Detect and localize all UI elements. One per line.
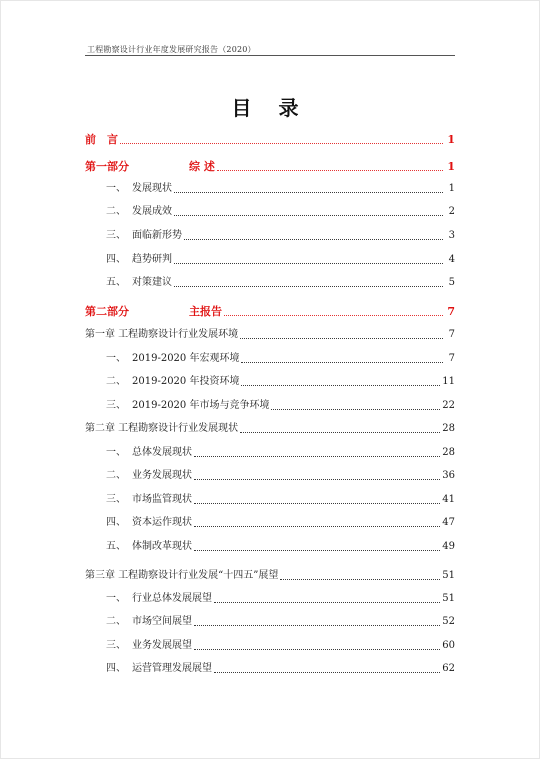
toc-entry-label: 第一部分 [85, 160, 129, 173]
toc-page-number: 2 [448, 206, 455, 217]
leader-dots [194, 625, 440, 626]
toc-page-number: 1 [447, 133, 455, 146]
toc-page-number: 1 [448, 183, 455, 194]
toc-entry[interactable] [106, 352, 455, 366]
toc-entry-label: 2019-2020 年投资环境 [132, 376, 240, 387]
leader-dots [194, 456, 440, 457]
toc-entry-number: 三、 [106, 400, 126, 411]
toc-page-number: 28 [442, 423, 455, 434]
leader-dots [280, 579, 440, 580]
toc-page-number: 7 [447, 305, 455, 318]
toc-page-number: 51 [442, 593, 455, 604]
toc-entry-number: 四、 [106, 254, 126, 265]
toc-entry-number: 一、 [106, 353, 126, 364]
leader-dots [194, 550, 440, 551]
leader-dots [241, 362, 443, 363]
toc-entry-number: 四、 [106, 663, 126, 674]
leader-dots [214, 602, 440, 603]
toc-entry[interactable] [106, 493, 455, 507]
toc-entry-label: 第二部分 [85, 305, 129, 318]
leader-dots [271, 409, 440, 410]
leader-dots [120, 143, 443, 144]
toc-entry-label: 2019-2020 年市场与竞争环境 [132, 400, 270, 411]
toc-entry-label: 业务发展现状 [132, 470, 192, 481]
toc-page-number: 5 [448, 277, 455, 288]
toc-entry-part2[interactable] [85, 305, 455, 319]
toc-entry-preface[interactable] [85, 133, 455, 147]
toc-chapter[interactable] [85, 569, 455, 583]
toc-entry[interactable] [106, 615, 455, 629]
toc-entry-number: 二、 [106, 470, 126, 481]
toc-entry-label: 趋势研判 [132, 254, 172, 265]
toc-page-number: 41 [442, 494, 455, 505]
leader-dots [241, 385, 440, 386]
toc-page-number: 36 [442, 470, 455, 481]
toc-page-number: 7 [448, 329, 455, 340]
toc-entry[interactable] [106, 253, 455, 267]
toc-chapter[interactable] [85, 422, 455, 436]
leader-dots [184, 239, 443, 240]
toc-entry[interactable] [106, 276, 455, 290]
leader-dots [194, 503, 440, 504]
toc-page-number: 7 [448, 353, 455, 364]
toc-title: 目 录 [231, 96, 309, 120]
toc-page-number: 3 [448, 230, 455, 241]
toc-entry-label: 第一章 工程勘察设计行业发展环境 [85, 329, 239, 340]
toc-entry[interactable] [106, 540, 455, 554]
toc-entry-label: 面临新形势 [132, 230, 182, 241]
running-header: 工程勘察设计行业年度发展研究报告（2020） [87, 45, 256, 54]
toc-entry-label: 发展成效 [132, 206, 172, 217]
toc-entry[interactable] [106, 229, 455, 243]
toc-entry[interactable] [106, 182, 455, 196]
toc-entry[interactable] [106, 399, 455, 413]
toc-entry[interactable] [106, 375, 455, 389]
leader-dots [194, 526, 440, 527]
toc-entry-label: 2019-2020 年宏观环境 [132, 353, 240, 364]
toc-entry-number: 五、 [106, 541, 126, 552]
toc-entry-label: 行业总体发展展望 [132, 593, 212, 604]
toc-entry-label: 对策建议 [132, 277, 172, 288]
toc-entry-label: 运营管理发展展望 [132, 663, 212, 674]
toc-entry[interactable] [106, 516, 455, 530]
toc-entry-number: 一、 [106, 593, 126, 604]
toc-entry-number: 五、 [106, 277, 126, 288]
leader-dots [174, 263, 443, 264]
toc-entry-number: 三、 [106, 230, 126, 241]
toc-page-number: 52 [442, 616, 455, 627]
toc-entry[interactable] [106, 469, 455, 483]
toc-page-number: 1 [447, 160, 455, 173]
toc-entry-label: 市场监管现状 [132, 494, 192, 505]
leader-dots [214, 672, 440, 673]
toc-entry-label: 发展现状 [132, 183, 172, 194]
toc-page-number: 62 [442, 663, 455, 674]
toc-entry-label: 第二章 工程勘察设计行业发展现状 [85, 423, 239, 434]
toc-entry-number: 一、 [106, 447, 126, 458]
toc-entry-number: 三、 [106, 494, 126, 505]
toc-entry-label: 总体发展现状 [132, 447, 192, 458]
toc-entry-label2: 主报告 [189, 305, 222, 318]
leader-dots [240, 432, 440, 433]
toc-entry-label: 体制改革现状 [132, 541, 192, 552]
leader-dots [174, 215, 443, 216]
toc-page-number: 51 [442, 570, 455, 581]
toc-entry[interactable] [106, 446, 455, 460]
toc-entry-number: 二、 [106, 376, 126, 387]
leader-dots [194, 649, 440, 650]
toc-entry-part1[interactable] [85, 160, 455, 174]
toc-entry-label: 前 言 [85, 133, 118, 146]
toc-page-number: 4 [448, 254, 455, 265]
toc-entry-label: 市场空间展望 [132, 616, 192, 627]
toc-entry-label: 资本运作现状 [132, 517, 192, 528]
toc-entry[interactable] [106, 662, 455, 676]
toc-entry-number: 三、 [106, 640, 126, 651]
toc-entry-number: 一、 [106, 183, 126, 194]
toc-page-number: 28 [442, 447, 455, 458]
leader-dots [224, 315, 443, 316]
toc-page-number: 11 [442, 376, 455, 387]
leader-dots [194, 479, 440, 480]
toc-entry-label: 业务发展展望 [132, 640, 192, 651]
toc-entry[interactable] [106, 592, 455, 606]
leader-dots [174, 192, 443, 193]
toc-entry-label: 第三章 工程勘察设计行业发展“十四五”展望 [85, 570, 279, 581]
toc-page-number: 47 [442, 517, 455, 528]
toc-entry-number: 二、 [106, 616, 126, 627]
toc-page-number: 60 [442, 640, 455, 651]
toc-chapter[interactable] [85, 328, 455, 342]
toc-entry-label2: 综 述 [189, 160, 215, 173]
leader-dots [217, 170, 443, 171]
toc-entry-number: 四、 [106, 517, 126, 528]
toc-entry[interactable] [106, 205, 455, 219]
toc-page-number: 49 [442, 541, 455, 552]
toc-entry[interactable] [106, 639, 455, 653]
toc-page-number: 22 [442, 400, 455, 411]
leader-dots [240, 338, 443, 339]
toc-entry-number: 二、 [106, 206, 126, 217]
leader-dots [174, 286, 443, 287]
